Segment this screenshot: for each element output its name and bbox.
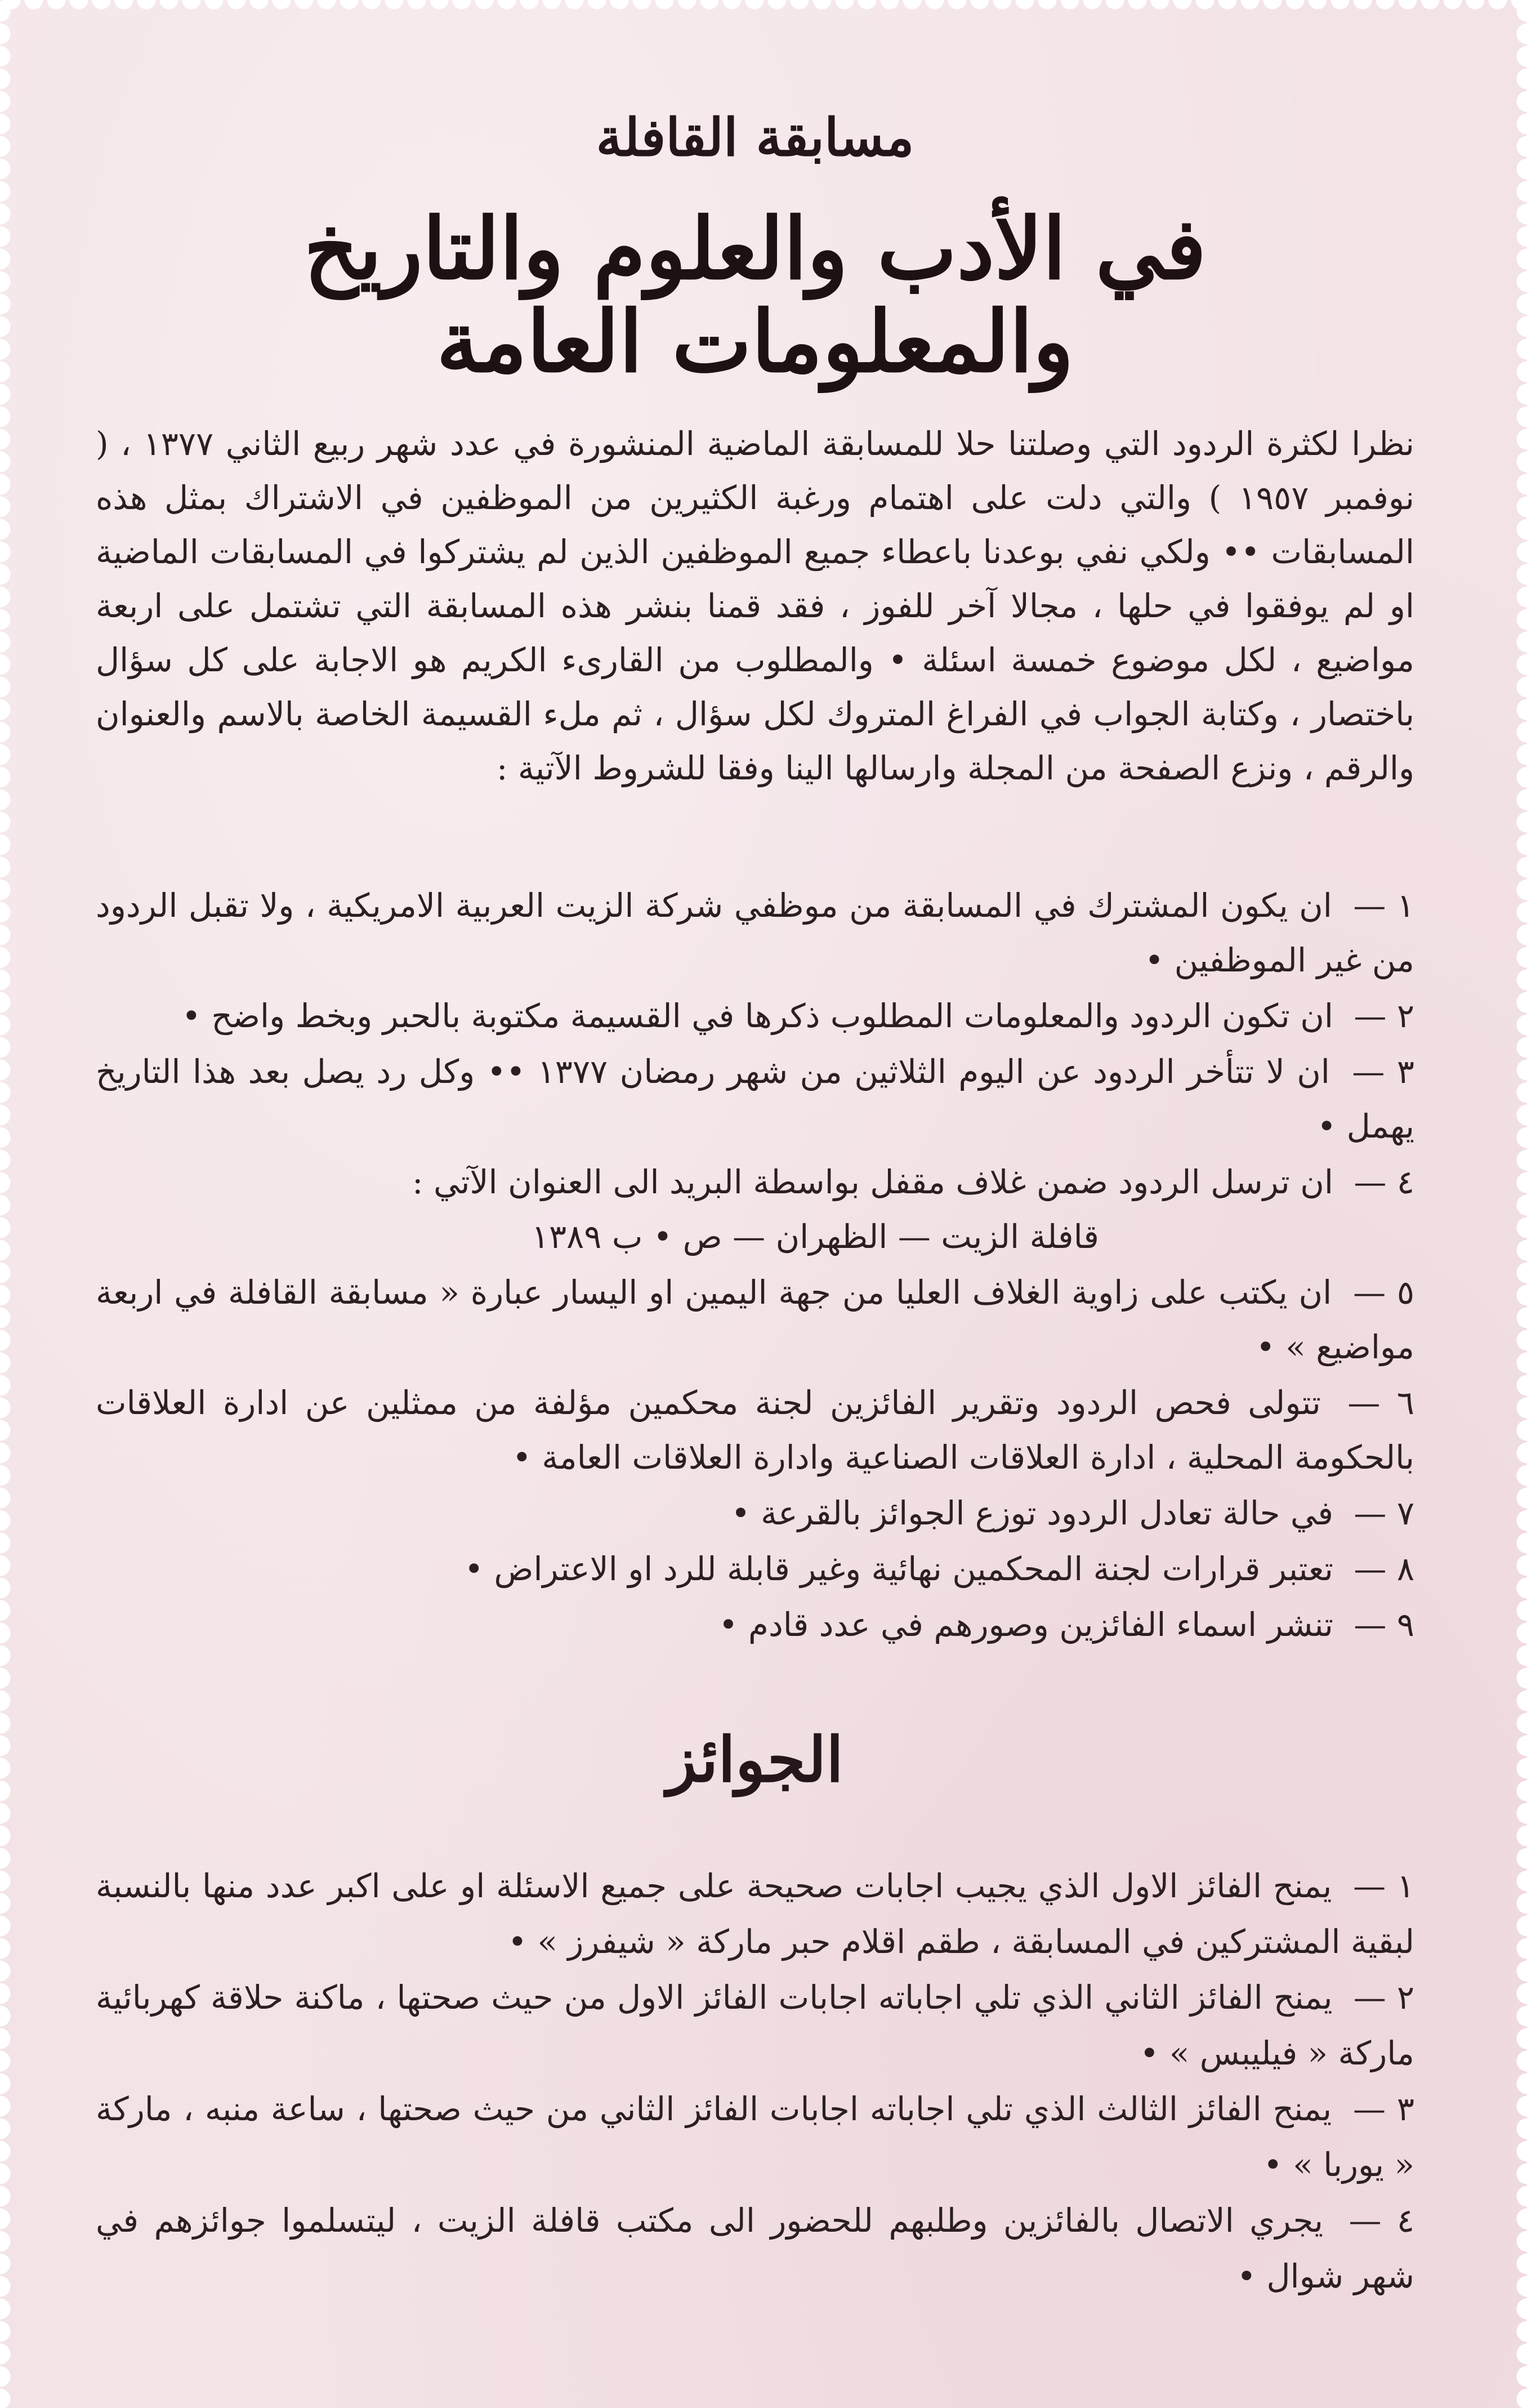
prize-item — [96, 2081, 1414, 2193]
rule-number: ٥ — — [1353, 1273, 1415, 1312]
prize-number: ٤ — — [1349, 2201, 1414, 2240]
page-title: في الأدب والعلوم والتاريخ والمعلومات العامة — [303, 199, 1207, 391]
rule-text: تتولى فحص الردود وتقرير الفائزين لجنة محكمين مؤلفة من ممثلين عن ادارة العلاقات بالحكومة المحلية ، ادارة العلاقات الصناعية وادارة العلاقات العامة • — [96, 1384, 1414, 1477]
prizes-heading: الجوائز — [667, 1723, 843, 1796]
rule-text: ان لا تتأخر الردود عن اليوم الثلاثين من شهر رمضان ١٣٧٧ •• وكل رد يصل بعد هذا التاريخ يهمل • — [96, 1053, 1414, 1145]
prize-item — [96, 1970, 1414, 2081]
prize-text: يمنح الفائز الاول الذي يجيب اجابات صحيحة على جميع الاسئلة او على اكبر عدد منها بالنسبة لبقية المشتركين في المسابقة ، طقم اقلام حبر ماركة « شيفرز » • — [96, 1867, 1414, 1961]
rule-item — [96, 1598, 1414, 1652]
prize-text: يجري الاتصال بالفائزين وطلبهم للحضور الى مكتب قافلة الزيت ، ليتسلموا جوائزهم في شهر شوال • — [96, 2201, 1414, 2295]
rule-item — [96, 1486, 1414, 1541]
rule-text: تنشر اسماء الفائزين وصورهم في عدد قادم • — [718, 1606, 1333, 1644]
prize-number: ٣ — — [1353, 2090, 1415, 2128]
prize-item — [96, 2193, 1414, 2304]
rule-number: ١ — — [1353, 886, 1414, 925]
rule-text: ان يكون المشترك في المسابقة من موظفي شركة الزيت العربية الامريكية ، ولا تقبل الردود من غير الموظفين • — [96, 886, 1414, 979]
rule-item — [96, 1542, 1414, 1597]
rule-number: ٣ — — [1352, 1053, 1414, 1091]
rule-text: تعتبر قرارات لجنة المحكمين نهائية وغير قابلة للرد او الاعتراض • — [464, 1550, 1333, 1588]
rule-number: ٦ — — [1347, 1384, 1414, 1422]
intro-text: نظرا لكثرة الردود التي وصلتنا حلا للمسابقة الماضية المنشورة في عدد شهر ربيع الثاني ١٣٧٧ ، ( نوفمبر ١٩٥٧ ) والتي دلت على اهتمام ورغبة الكثيرين من الموظفين في الاشتراك بمثل هذه المسابقات •• ولكي نفي بوعدنا باعطاء جميع الموظفين الذين لم يشتركوا في المسابقات الماضية او لم يوفقوا في حلها ، مجالا آخر للفوز ، فقد قمنا بنشر هذه المسابقة التي تشتمل على اربعة مواضيع ، لكل موضوع خمسة اسئلة • والمطلوب من القارىء الكريم هو الاجابة على كل سؤال باختصار ، وكتابة الجواب في الفراغ المتروك لكل سؤال ، ثم ملء القسيمة الخاصة بالاسم والعنوان والرقم ، ونزع الصفحة من المجلة وارسالها الينا وفقا للشروط الآتية : — [96, 425, 1414, 787]
rule-number: ٩ — — [1354, 1606, 1414, 1644]
mailing-address: قافلة الزيت — الظهران — ص • ب ١٣٨٩ — [531, 1218, 1099, 1256]
rule-item — [96, 1265, 1414, 1375]
rule-number: ٤ — — [1354, 1163, 1414, 1201]
rule-number: ٧ — — [1354, 1494, 1414, 1532]
rule-item — [96, 989, 1414, 1044]
rule-text: في حالة تعادل الردود توزع الجوائز بالقرعة • — [731, 1494, 1333, 1532]
rule-text: ان يكتب على زاوية الغلاف العليا من جهة اليمين او اليسار عبارة « مسابقة القافلة في اربعة مواضيع » • — [96, 1273, 1414, 1366]
scalloped-edge-right — [1504, 0, 1527, 2408]
intro-paragraph — [96, 417, 1414, 795]
rule-number: ٢ — — [1354, 997, 1414, 1035]
page-subtitle: مسابقة القافلة — [596, 107, 914, 168]
prize-text: يمنح الفائز الثالث الذي تلي اجاباته اجابات الفائز الثاني من حيث صحتها ، ساعة منبه ، ماركة « يوربا » • — [96, 2090, 1414, 2184]
rule-item — [96, 1376, 1414, 1485]
prize-number: ١ — — [1353, 1867, 1415, 1905]
rule-number: ٨ — — [1354, 1550, 1414, 1588]
prize-item — [96, 1858, 1414, 1970]
rule-item — [96, 879, 1414, 988]
prize-number: ٢ — — [1353, 1978, 1415, 2017]
scalloped-edge-left — [0, 0, 23, 2408]
rule-text: ان ترسل الردود ضمن غلاف مقفل بواسطة البريد الى العنوان الآتي : — [412, 1163, 1333, 1201]
scalloped-edge-top — [0, 0, 1527, 20]
prizes-list — [96, 1858, 1414, 2304]
rule-item — [96, 1155, 1414, 1264]
rule-text: ان تكون الردود والمعلومات المطلوب ذكرها في القسيمة مكتوبة بالحبر وبخط واضح • — [181, 997, 1333, 1035]
prize-text: يمنح الفائز الثاني الذي تلي اجاباته اجابات الفائز الاول من حيث صحتها ، ماكنة حلاقة كهربائية ماركة « فيليبس » • — [96, 1978, 1414, 2072]
rule-item — [96, 1045, 1414, 1154]
rules-list — [96, 879, 1414, 1653]
